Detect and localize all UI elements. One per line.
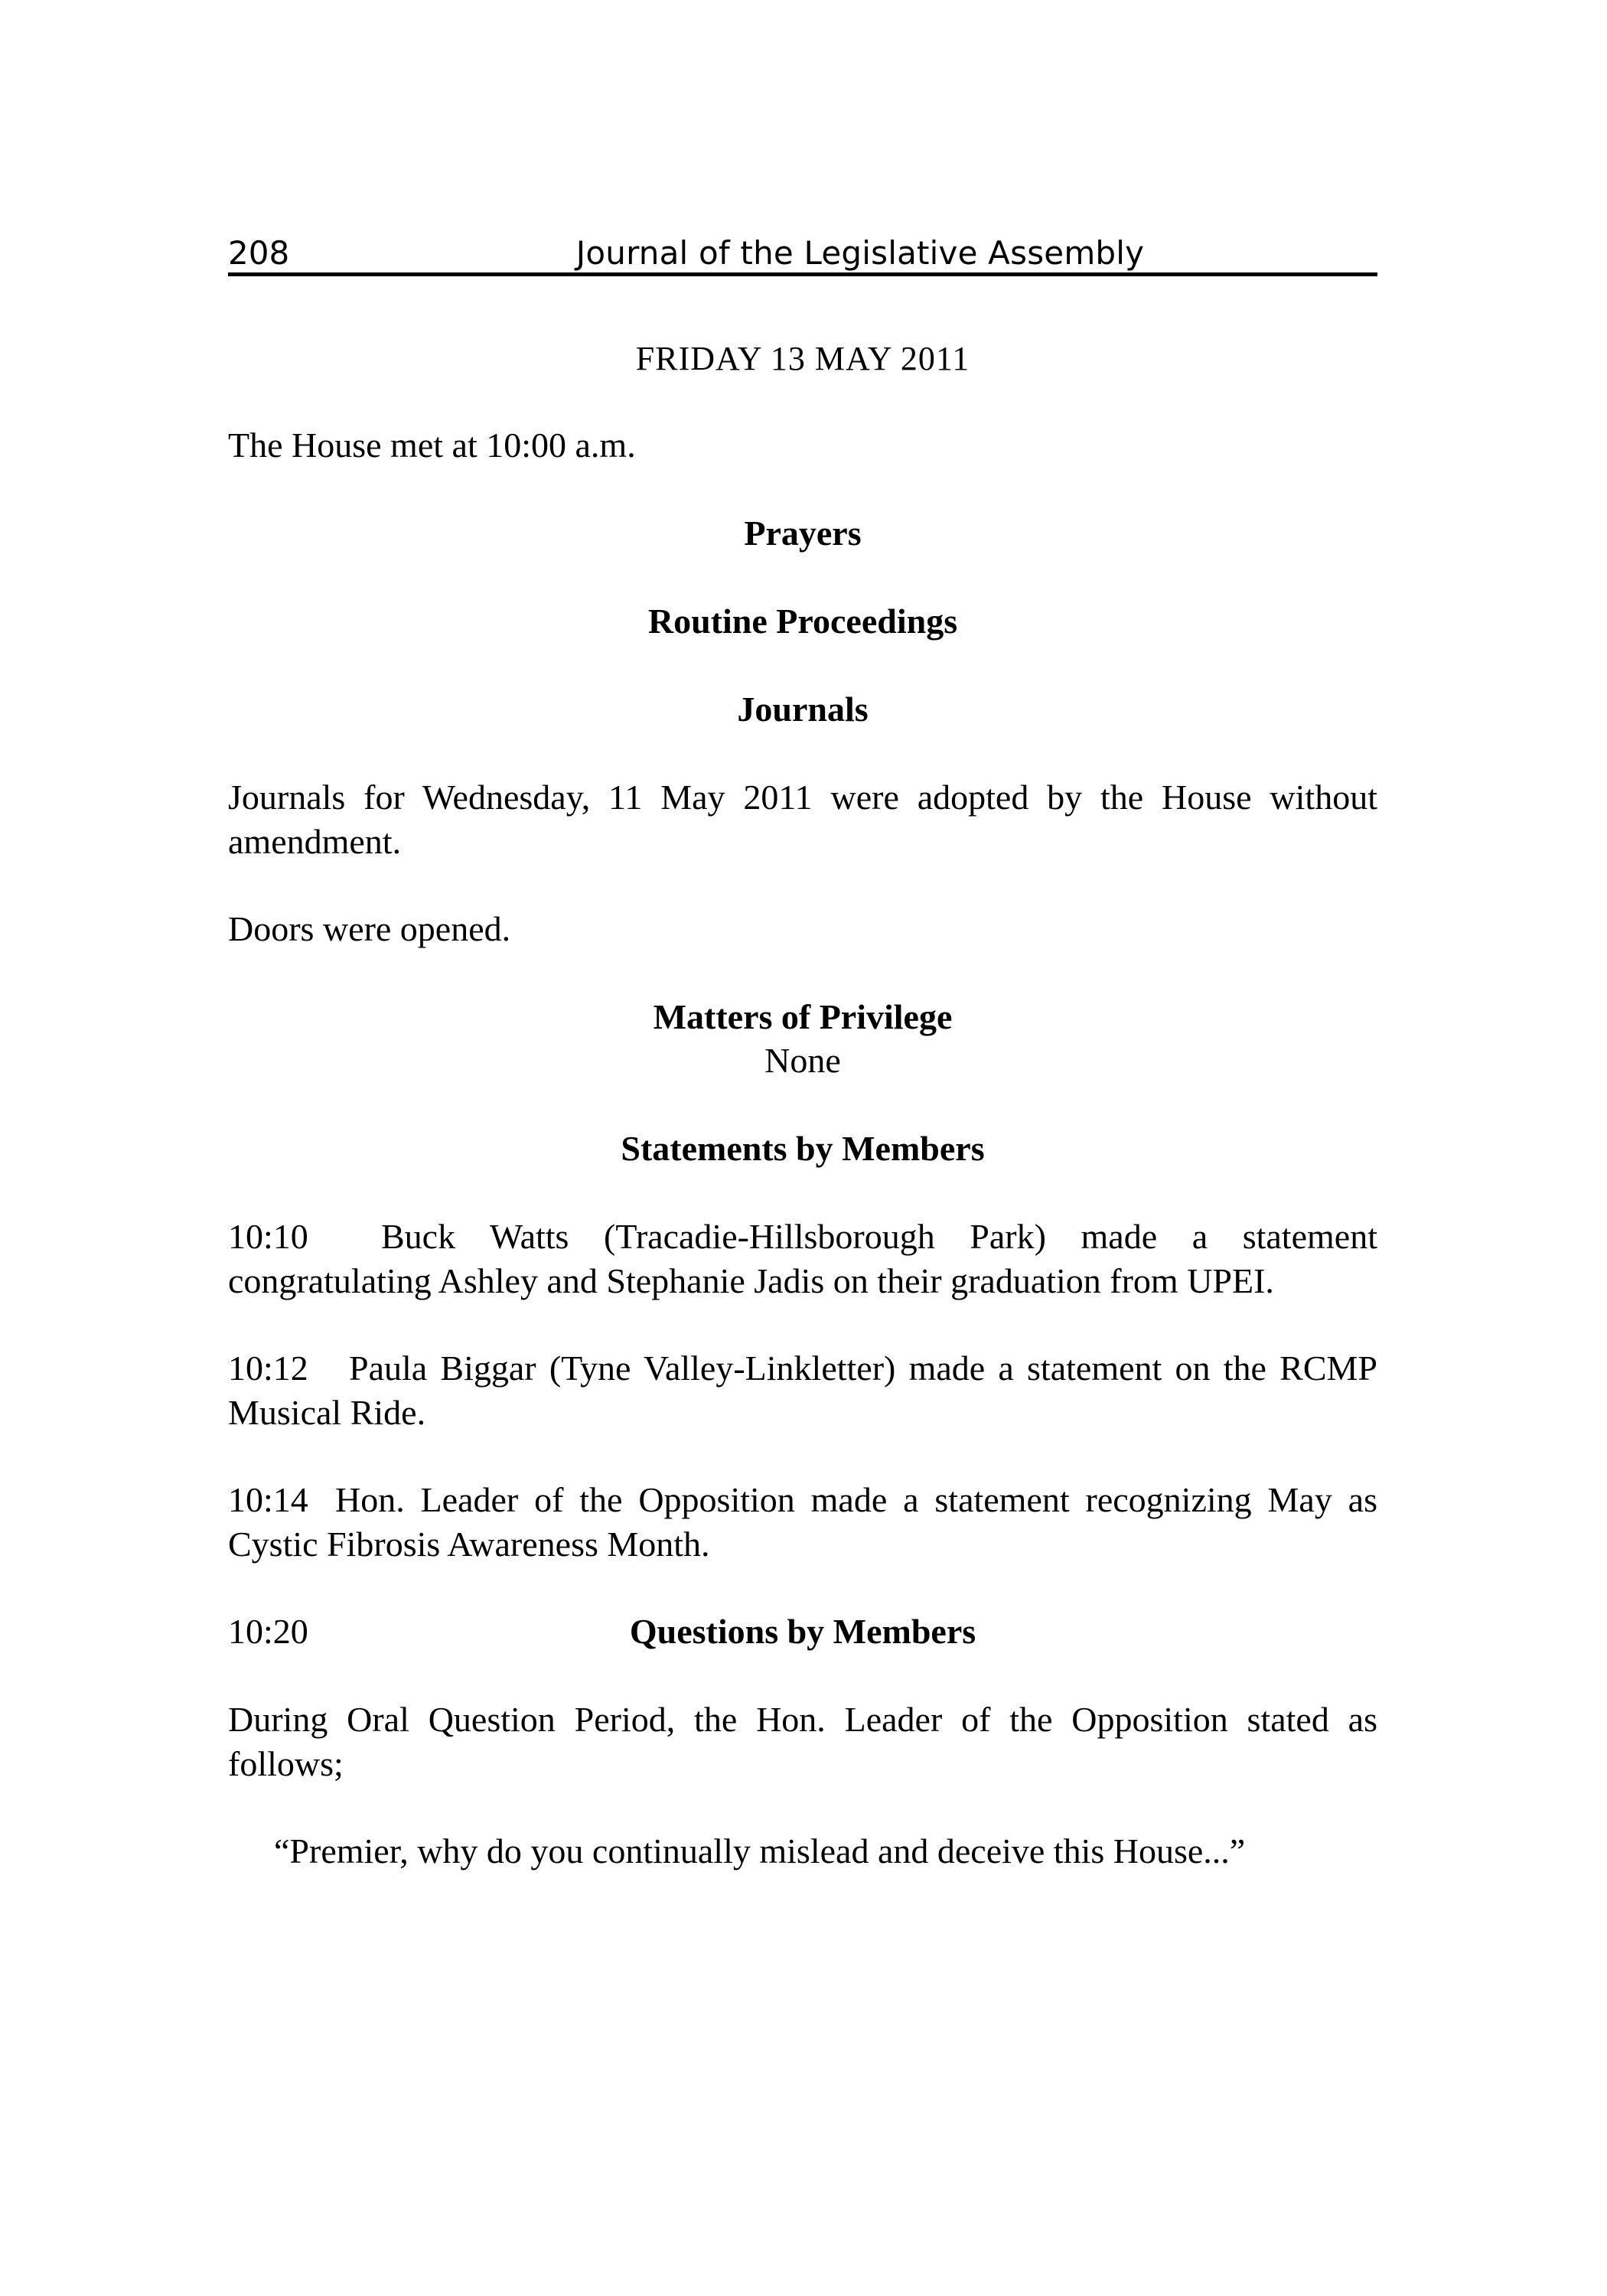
statement-text: Paula Biggar (Tyne Valley-Linkletter) made a statement on the RCMP Musical Ride. xyxy=(228,1349,1377,1432)
statement-time: 10:12 xyxy=(228,1349,308,1388)
quoted-question: “Premier, why do you continually mislead and deceive this House...” xyxy=(274,1831,1246,1870)
heading-statements-by-members: Statements by Members xyxy=(621,1129,985,1168)
heading-journals: Journals xyxy=(737,690,869,729)
statement-time: 10:14 xyxy=(228,1480,308,1519)
questions-intro-paragraph: During Oral Question Period, the Hon. Leader of the Opposition stated as follows; xyxy=(228,1700,1377,1783)
statement-paragraph-3 xyxy=(228,1478,1377,1567)
questions-heading-row xyxy=(228,1609,1377,1654)
statement-time: 10:10 xyxy=(228,1217,308,1256)
heading-matters-of-privilege: Matters of Privilege xyxy=(653,997,953,1036)
journals-paragraph: Journals for Wednesday, 11 May 2011 were adopted by the House without amendment. xyxy=(228,778,1377,861)
running-title: Journal of the Legislative Assembly xyxy=(575,234,1145,272)
sitting-date: FRIDAY 13 MAY 2011 xyxy=(635,340,970,377)
heading-questions-by-members: Questions by Members xyxy=(629,1612,976,1651)
statement-paragraph-2 xyxy=(228,1346,1377,1435)
doors-paragraph: Doors were opened. xyxy=(228,909,511,948)
statement-text: Buck Watts (Tracadie-Hillsborough Park) made a statement congratulating Ashley and Stephanie Jadis on their graduation from UPEI. xyxy=(228,1217,1377,1300)
heading-routine-proceedings: Routine Proceedings xyxy=(647,602,958,641)
statement-text: Hon. Leader of the Opposition made a statement recognizing May as Cystic Fibrosis Awareness Month. xyxy=(228,1480,1377,1564)
matters-of-privilege-value: None xyxy=(764,1041,841,1080)
heading-prayers: Prayers xyxy=(744,514,862,553)
page-header xyxy=(228,230,1377,276)
page-number: 208 xyxy=(228,234,290,272)
questions-time: 10:20 xyxy=(228,1612,308,1651)
opening-statement: The House met at 10:00 a.m. xyxy=(228,426,636,465)
statement-paragraph-1 xyxy=(228,1215,1377,1303)
